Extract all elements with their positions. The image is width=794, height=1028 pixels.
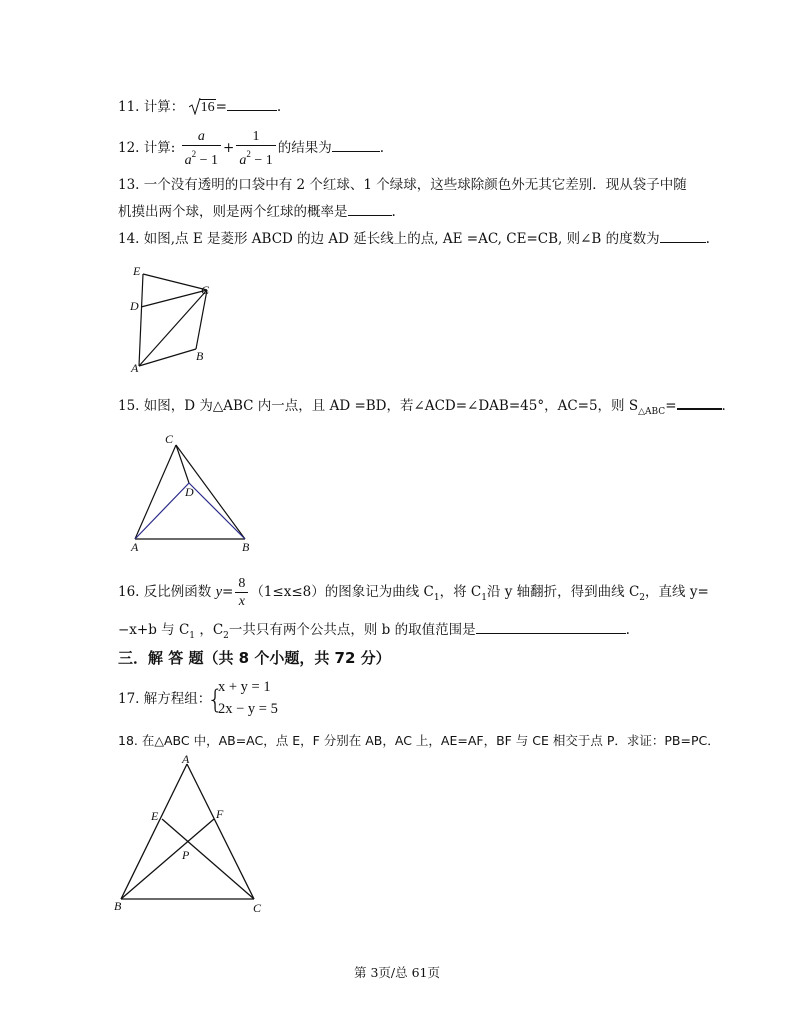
q11-end: . — [276, 99, 282, 115]
q12-end: . — [379, 140, 385, 156]
label-f: F — [216, 807, 224, 821]
label-c: C — [253, 901, 262, 915]
q14-end: . — [705, 231, 710, 247]
question-13-line-1: 13. 一个没有透明的口袋中有 2 个红球、1 个绿球，这些球除颜色外无其它差别．现从袋子中随 — [118, 177, 687, 193]
fraction-1-denominator: $a^2 - 1$ — [182, 145, 221, 169]
q15-equals: = — [665, 398, 677, 414]
fraction-1-numerator: a — [197, 129, 205, 144]
segment-db — [189, 483, 245, 539]
question-17-label: 17. 解方程组： — [118, 691, 212, 707]
answer-blank-12[interactable] — [332, 137, 380, 152]
q16-part-2: （1≤x≤8）的图象记为曲线 C — [250, 584, 434, 600]
answer-blank-15[interactable] — [677, 394, 722, 410]
fraction-denominator: x — [235, 592, 248, 610]
fraction-2 — [236, 128, 275, 169]
q16-y: y — [215, 584, 222, 600]
question-18: 18. 在△ABC 中，AB=AC，点 E，F 分别在 AB，AC 上，AE=AF，BF 与 CE 相交于点 P．求证：PB=PC． — [118, 733, 720, 748]
q13-end: . — [391, 204, 396, 220]
fraction-8-over-x — [235, 575, 248, 610]
equation-1: x + y = 1 — [218, 679, 271, 695]
q15-end: . — [721, 398, 726, 414]
q11-prefix: 11. 计算： — [118, 99, 185, 115]
q16-line2-c: 一共只有两个公共点，则 b 的取值范围是 — [228, 622, 476, 638]
sub-5: 2 — [223, 631, 229, 641]
question-12 — [118, 128, 384, 169]
brace-icon: { — [207, 685, 224, 715]
equation-2: 2x − y = 5 — [218, 701, 278, 717]
fraction-1 — [182, 128, 221, 169]
question-16-line-2 — [118, 619, 630, 646]
label-b: B — [196, 349, 204, 363]
answer-blank-14[interactable] — [660, 228, 706, 243]
fraction-2-denominator: $a^2 - 1$ — [236, 145, 275, 169]
question-14 — [118, 228, 710, 249]
label-b: B — [242, 540, 250, 554]
q16-part-1: 16. 反比例函数 — [118, 584, 216, 600]
label-d: D — [130, 299, 139, 313]
triangle-abc-figure — [128, 430, 258, 555]
plus-sign: + — [223, 140, 235, 156]
radical-sign-icon — [189, 97, 201, 115]
q15-text: 15. 如图，D 为△ABC 内一点，且 AD =BD，若∠ACD=∠DAB=45°，AC=5，则 S — [118, 398, 639, 414]
label-a: A — [131, 361, 139, 375]
page-footer: 第 3页/总 61页 — [353, 965, 441, 980]
rhombus-figure — [128, 262, 228, 377]
q16-part-3: ，将 C — [439, 584, 482, 600]
q16-part-5: ，直线 y= — [645, 584, 709, 600]
answer-blank-11[interactable] — [227, 96, 277, 111]
segment-dc — [141, 290, 207, 307]
label-a: A — [182, 752, 190, 766]
label-c: C — [165, 432, 174, 446]
q16-part-4: 沿 y 轴翻折，得到曲线 C — [486, 584, 640, 600]
q13-text: 机摸出两个球，则是两个红球的概率是 — [118, 204, 348, 220]
q14-text: 14. 如图,点 E 是菱形 ABCD 的边 AD 延长线上的点, AE =AC, CE=CB, 则∠B 的度数为 — [118, 231, 660, 247]
label-d: D — [185, 485, 194, 499]
segment-ca — [135, 445, 176, 539]
question-16-line-1 — [118, 574, 709, 616]
isosceles-triangle-figure — [112, 752, 272, 917]
fraction-numerator: 8 — [238, 576, 246, 591]
segment-cb — [196, 290, 207, 349]
sub-3: 2 — [639, 593, 646, 603]
question-11 — [118, 96, 281, 118]
segment-ec — [143, 274, 207, 290]
sub-1: 1 — [433, 593, 440, 603]
sqrt-expression — [189, 98, 216, 118]
question-13-line-2 — [118, 201, 396, 222]
answer-blank-16[interactable] — [476, 619, 626, 634]
label-c: C — [201, 283, 210, 297]
segment-ab — [139, 349, 196, 366]
section-heading: 三．解 答 题（共 8 个小题，共 72 分） — [118, 649, 391, 667]
label-p: P — [182, 848, 190, 862]
segment-bf — [121, 819, 214, 899]
segment-cd — [176, 445, 189, 483]
segment-ce — [162, 819, 254, 899]
q16-equals: = — [222, 584, 234, 600]
q11-equals: = — [215, 99, 227, 115]
q16-line2-b: ，C — [195, 622, 224, 638]
fraction-2-numerator: 1 — [252, 129, 260, 144]
q16-end: . — [625, 622, 630, 638]
label-a: A — [131, 540, 139, 554]
label-e: E — [133, 264, 141, 278]
segment-ac — [187, 764, 254, 899]
segment-ea — [139, 274, 143, 366]
question-15 — [118, 394, 726, 422]
sub-2: 1 — [481, 593, 487, 603]
label-e: E — [151, 809, 159, 823]
radicand: 16 — [200, 100, 215, 115]
label-b: B — [114, 899, 122, 913]
q16-line2-a: −x+b 与 C — [118, 622, 190, 638]
answer-blank-13[interactable] — [348, 201, 392, 216]
segment-ad — [135, 483, 189, 539]
q15-subscript: △ABC — [638, 407, 666, 417]
q12-suffix: 的结果为 — [277, 140, 332, 156]
q12-prefix: 12. 计算: — [118, 140, 176, 156]
sub-4: 1 — [189, 631, 196, 641]
